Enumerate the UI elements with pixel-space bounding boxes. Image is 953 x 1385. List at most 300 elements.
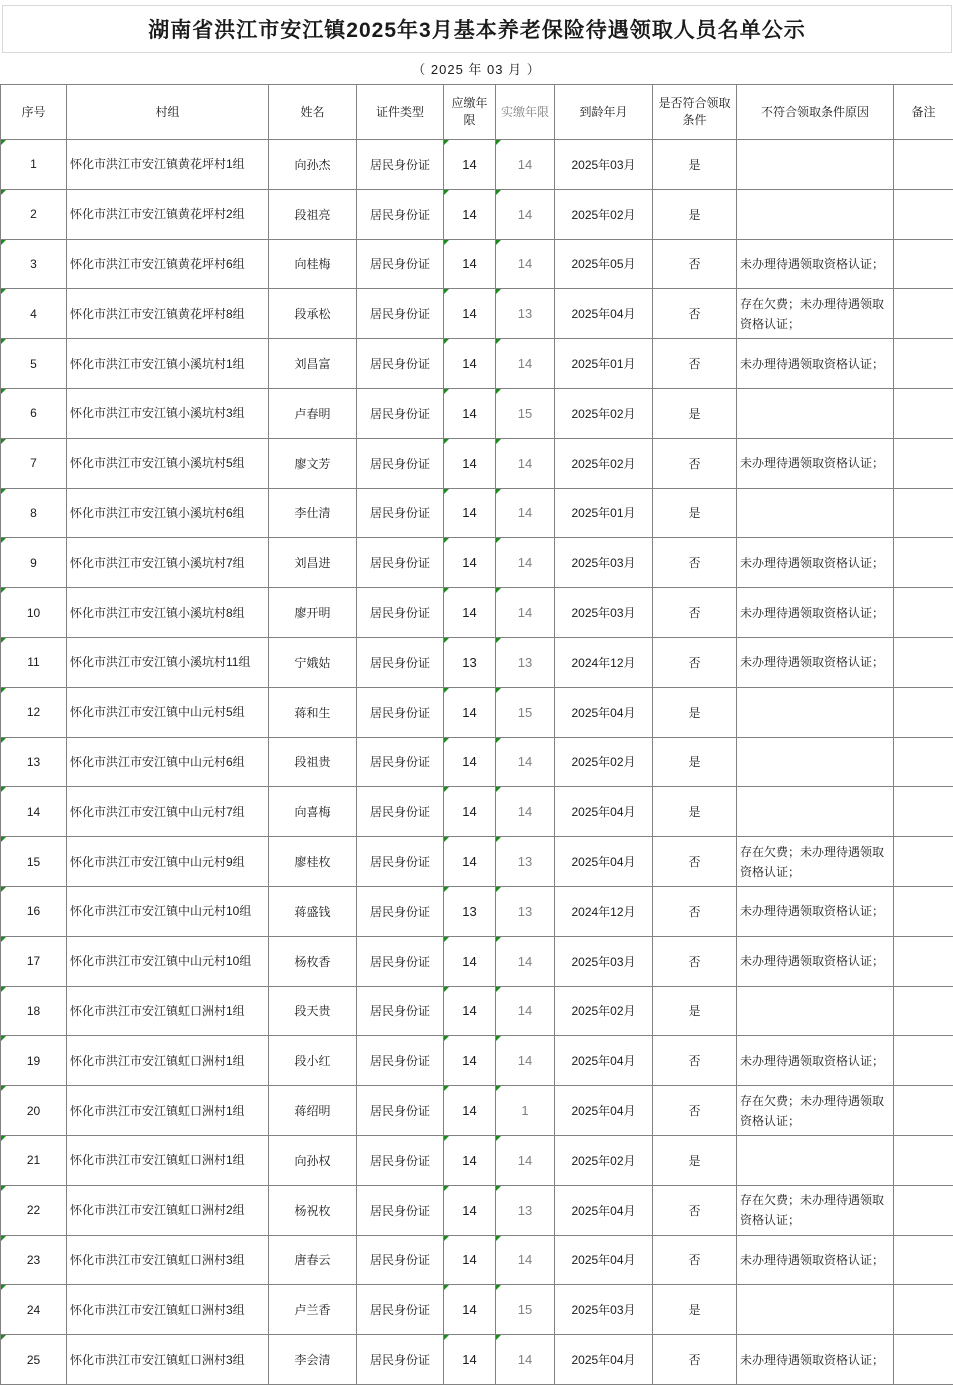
cell-eligible (653, 1086, 737, 1136)
cell-age_month (555, 588, 653, 638)
cell-eligible (653, 588, 737, 638)
error-indicator-icon (444, 638, 449, 643)
cell-village (67, 787, 269, 837)
cell-text-village: 怀化市洪江市安江镇小溪坑村8组 (70, 605, 245, 620)
cell-years_payable (444, 388, 496, 438)
cell-village (67, 886, 269, 936)
cell-text-id_type: 居民身份证 (369, 406, 430, 421)
cell-age_month (555, 687, 653, 737)
cell-id_type (357, 637, 444, 687)
cell-no (1, 837, 67, 887)
cell-text-years_payable: 14 (462, 306, 477, 322)
error-indicator-icon (444, 489, 449, 494)
cell-text-village: 怀化市洪江市安江镇小溪坑村5组 (70, 456, 245, 471)
cell-village (67, 339, 269, 389)
cell-age_month (555, 1285, 653, 1335)
cell-text-name: 刘昌富 (294, 357, 331, 372)
cell-years_paid (496, 488, 555, 538)
cell-eligible (653, 189, 737, 239)
cell-text-age_month: 2024年12月 (571, 904, 636, 919)
cell-text-id_type: 居民身份证 (369, 655, 430, 670)
cell-text-no: 6 (30, 406, 37, 421)
cell-text-eligible: 是 (688, 157, 701, 172)
cell-text-eligible: 否 (688, 855, 701, 870)
cell-text-village: 怀化市洪江市安江镇黄花坪村6组 (70, 256, 245, 271)
cell-text-village: 怀化市洪江市安江镇小溪坑村3组 (70, 406, 245, 421)
cell-reason (737, 1335, 894, 1385)
cell-years_paid (496, 1135, 555, 1185)
cell-text-years_paid: 1 (521, 1103, 529, 1119)
cell-text-name: 段天贵 (294, 1004, 331, 1019)
cell-text-name: 廖开明 (294, 606, 331, 621)
column-header-age_month: 到龄年月 (555, 85, 653, 140)
cell-name (269, 239, 357, 289)
cell-text-years_paid: 13 (517, 654, 533, 670)
cell-village (67, 936, 269, 986)
cell-age_month (555, 1185, 653, 1235)
cell-years_paid (496, 637, 555, 687)
cell-text-no: 9 (30, 555, 37, 570)
cell-text-age_month: 2025年01月 (571, 506, 636, 521)
cell-village (67, 986, 269, 1036)
cell-age_month (555, 438, 653, 488)
cell-text-years_payable: 14 (462, 256, 477, 272)
cell-village (67, 1335, 269, 1385)
cell-years_payable (444, 538, 496, 588)
error-indicator-icon (496, 987, 501, 992)
cell-text-village: 怀化市洪江市安江镇中山元村10组 (70, 954, 252, 969)
cell-text-eligible: 否 (688, 357, 701, 372)
cell-text-years_payable: 14 (462, 605, 477, 621)
cell-text-no: 19 (26, 1053, 41, 1068)
cell-text-id_type: 居民身份证 (369, 207, 430, 222)
cell-text-no: 16 (26, 904, 41, 919)
error-indicator-icon (1, 439, 6, 444)
cell-text-id_type: 居民身份证 (369, 904, 430, 919)
cell-text-reason: 未办理待遇领取资格认证； (740, 904, 885, 919)
error-indicator-icon (444, 787, 449, 792)
table-row (1, 1335, 953, 1385)
cell-remark (894, 936, 953, 986)
cell-name (269, 687, 357, 737)
cell-id_type (357, 986, 444, 1036)
cell-text-name: 卢春明 (294, 406, 331, 421)
cell-village (67, 687, 269, 737)
cell-text-years_payable: 14 (462, 1252, 477, 1268)
column-header-name: 姓名 (269, 85, 357, 140)
cell-reason (737, 588, 894, 638)
error-indicator-icon (1, 887, 6, 892)
cell-eligible (653, 986, 737, 1036)
error-indicator-icon (496, 1086, 501, 1091)
cell-remark (894, 488, 953, 538)
cell-remark (894, 1086, 953, 1136)
cell-years_payable (444, 1285, 496, 1335)
cell-years_payable (444, 1235, 496, 1285)
cell-text-reason: 未办理待遇领取资格认证； (740, 256, 885, 271)
error-indicator-icon (496, 489, 501, 494)
cell-text-village: 怀化市洪江市安江镇小溪坑村7组 (70, 555, 245, 570)
cell-name (269, 1036, 357, 1086)
cell-years_payable (444, 588, 496, 638)
cell-text-years_paid: 14 (517, 256, 533, 272)
error-indicator-icon (496, 688, 501, 693)
cell-text-age_month: 2025年04月 (571, 1054, 636, 1069)
cell-text-id_type: 居民身份证 (369, 157, 430, 172)
cell-remark (894, 1235, 953, 1285)
cell-text-id_type: 居民身份证 (369, 606, 430, 621)
cell-id_type (357, 1036, 444, 1086)
cell-text-id_type: 居民身份证 (369, 357, 430, 372)
cell-eligible (653, 936, 737, 986)
cell-id_type (357, 189, 444, 239)
cell-village (67, 289, 269, 339)
cell-text-no: 14 (26, 804, 41, 819)
cell-text-years_paid: 13 (517, 1202, 533, 1218)
error-indicator-icon (1, 289, 6, 294)
cell-text-years_payable: 14 (462, 754, 477, 770)
cell-text-no: 2 (30, 207, 37, 222)
cell-no (1, 438, 67, 488)
cell-text-age_month: 2025年04月 (571, 1104, 636, 1119)
cell-id_type (357, 737, 444, 787)
error-indicator-icon (1, 339, 6, 344)
cell-text-eligible: 否 (688, 456, 701, 471)
cell-text-years_paid: 14 (517, 1252, 533, 1268)
cell-id_type (357, 886, 444, 936)
cell-age_month (555, 1135, 653, 1185)
cell-years_paid (496, 1285, 555, 1335)
cell-text-years_paid: 14 (517, 953, 533, 969)
error-indicator-icon (444, 837, 449, 842)
error-indicator-icon (444, 688, 449, 693)
cell-reason (737, 1135, 894, 1185)
cell-years_paid (496, 1036, 555, 1086)
cell-name (269, 986, 357, 1036)
error-indicator-icon (444, 1236, 449, 1241)
cell-no (1, 388, 67, 438)
cell-age_month (555, 239, 653, 289)
cell-text-reason: 未办理待遇领取资格认证； (740, 655, 885, 670)
cell-years_paid (496, 1335, 555, 1385)
cell-text-age_month: 2025年02月 (571, 406, 636, 421)
cell-no (1, 986, 67, 1036)
cell-id_type (357, 438, 444, 488)
error-indicator-icon (1, 638, 6, 643)
cell-no (1, 1285, 67, 1335)
cell-remark (894, 1036, 953, 1086)
cell-text-years_paid: 14 (517, 455, 533, 471)
cell-text-reason: 存在欠费；未办理待遇领取资格认证； (740, 296, 885, 331)
cell-text-years_paid: 15 (517, 704, 533, 720)
cell-text-name: 段祖贵 (294, 755, 331, 770)
cell-age_month (555, 837, 653, 887)
cell-text-eligible: 否 (688, 904, 701, 919)
cell-text-village: 怀化市洪江市安江镇中山元村7组 (70, 804, 245, 819)
table-row (1, 239, 953, 289)
error-indicator-icon (1, 738, 6, 743)
cell-text-name: 向孙杰 (294, 157, 331, 172)
cell-text-age_month: 2025年02月 (571, 1004, 636, 1019)
cell-text-years_paid: 14 (517, 754, 533, 770)
cell-years_paid (496, 239, 555, 289)
cell-years_payable (444, 339, 496, 389)
cell-years_payable (444, 189, 496, 239)
cell-no (1, 936, 67, 986)
cell-years_payable (444, 1335, 496, 1385)
cell-text-no: 15 (26, 854, 41, 869)
cell-text-village: 怀化市洪江市安江镇小溪坑村6组 (70, 505, 245, 520)
cell-text-age_month: 2025年03月 (571, 606, 636, 621)
cell-text-eligible: 否 (688, 1054, 701, 1069)
cell-years_paid (496, 588, 555, 638)
error-indicator-icon (496, 1136, 501, 1141)
cell-no (1, 1335, 67, 1385)
error-indicator-icon (496, 1285, 501, 1290)
error-indicator-icon (1, 1186, 6, 1191)
cell-text-years_paid: 14 (517, 505, 533, 521)
cell-eligible (653, 787, 737, 837)
cell-eligible (653, 1235, 737, 1285)
error-indicator-icon (496, 837, 501, 842)
cell-name (269, 140, 357, 190)
cell-text-name: 杨枚香 (294, 954, 331, 969)
cell-name (269, 388, 357, 438)
error-indicator-icon (1, 987, 6, 992)
cell-eligible (653, 637, 737, 687)
error-indicator-icon (496, 887, 501, 892)
error-indicator-icon (444, 1285, 449, 1290)
cell-text-reason: 未办理待遇领取资格认证； (740, 605, 885, 620)
cell-name (269, 189, 357, 239)
cell-text-age_month: 2025年04月 (571, 1203, 636, 1218)
cell-text-reason: 未办理待遇领取资格认证； (740, 1053, 885, 1068)
cell-village (67, 438, 269, 488)
cell-text-id_type: 居民身份证 (369, 954, 430, 969)
cell-years_paid (496, 737, 555, 787)
cell-text-age_month: 2025年02月 (571, 1153, 636, 1168)
cell-text-age_month: 2025年02月 (571, 456, 636, 471)
cell-reason (737, 438, 894, 488)
cell-text-age_month: 2025年04月 (571, 705, 636, 720)
cell-years_paid (496, 538, 555, 588)
cell-name (269, 1135, 357, 1185)
cell-text-name: 廖桂枚 (294, 855, 331, 870)
cell-remark (894, 787, 953, 837)
error-indicator-icon (444, 588, 449, 593)
cell-village (67, 588, 269, 638)
error-indicator-icon (496, 538, 501, 543)
cell-name (269, 1285, 357, 1335)
cell-id_type (357, 787, 444, 837)
cell-years_payable (444, 1086, 496, 1136)
cell-age_month (555, 538, 653, 588)
cell-name (269, 289, 357, 339)
cell-text-eligible: 否 (688, 1104, 701, 1119)
error-indicator-icon (444, 738, 449, 743)
cell-text-years_payable: 14 (462, 1003, 477, 1019)
cell-text-age_month: 2025年03月 (571, 556, 636, 571)
cell-text-no: 8 (30, 505, 37, 520)
cell-text-no: 3 (30, 256, 37, 271)
cell-village (67, 1285, 269, 1335)
table-row (1, 1185, 953, 1235)
cell-years_paid (496, 837, 555, 887)
cell-text-no: 20 (26, 1103, 41, 1118)
error-indicator-icon (496, 588, 501, 593)
cell-text-village: 怀化市洪江市安江镇小溪坑村11组 (70, 655, 251, 670)
cell-text-eligible: 是 (688, 1004, 701, 1019)
cell-years_paid (496, 339, 555, 389)
cell-text-eligible: 是 (688, 506, 701, 521)
cell-text-reason: 未办理待遇领取资格认证； (740, 1352, 885, 1367)
cell-name (269, 438, 357, 488)
cell-id_type (357, 140, 444, 190)
error-indicator-icon (496, 787, 501, 792)
error-indicator-icon (444, 1036, 449, 1041)
cell-name (269, 1086, 357, 1136)
cell-text-years_paid: 13 (517, 903, 533, 919)
cell-id_type (357, 1135, 444, 1185)
cell-years_paid (496, 189, 555, 239)
cell-text-village: 怀化市洪江市安江镇中山元村9组 (70, 854, 245, 869)
cell-name (269, 1185, 357, 1235)
cell-text-id_type: 居民身份证 (369, 1203, 430, 1218)
cell-years_paid (496, 1086, 555, 1136)
cell-text-name: 李会清 (294, 1353, 331, 1368)
cell-id_type (357, 936, 444, 986)
column-header-remark: 备注 (894, 85, 953, 140)
cell-text-reason: 未办理待遇领取资格认证； (740, 954, 885, 969)
error-indicator-icon (1, 1086, 6, 1091)
cell-text-id_type: 居民身份证 (369, 1054, 430, 1069)
cell-reason (737, 488, 894, 538)
cell-text-name: 杨祝枚 (294, 1203, 331, 1218)
cell-village (67, 538, 269, 588)
cell-text-years_payable: 14 (462, 405, 477, 421)
cell-eligible (653, 438, 737, 488)
cell-no (1, 1185, 67, 1235)
cell-eligible (653, 1135, 737, 1185)
table-row (1, 637, 953, 687)
cell-remark (894, 289, 953, 339)
cell-name (269, 538, 357, 588)
cell-reason (737, 936, 894, 986)
cell-years_payable (444, 140, 496, 190)
error-indicator-icon (1, 688, 6, 693)
cell-text-reason: 未办理待遇领取资格认证； (740, 456, 885, 471)
cell-remark (894, 886, 953, 936)
cell-name (269, 936, 357, 986)
error-indicator-icon (496, 190, 501, 195)
cell-text-years_payable: 14 (462, 555, 477, 571)
cell-years_paid (496, 388, 555, 438)
cell-text-village: 怀化市洪江市安江镇黄花坪村2组 (70, 207, 245, 222)
cell-eligible (653, 488, 737, 538)
cell-text-village: 怀化市洪江市安江镇黄花坪村8组 (70, 306, 245, 321)
error-indicator-icon (1, 389, 6, 394)
error-indicator-icon (496, 1186, 501, 1191)
cell-text-years_payable: 14 (462, 156, 477, 172)
cell-reason (737, 787, 894, 837)
cell-text-years_paid: 13 (517, 306, 533, 322)
cell-text-years_payable: 14 (462, 1053, 477, 1069)
cell-reason (737, 339, 894, 389)
cell-age_month (555, 637, 653, 687)
cell-text-id_type: 居民身份证 (369, 805, 430, 820)
cell-years_payable (444, 837, 496, 887)
cell-village (67, 488, 269, 538)
cell-text-id_type: 居民身份证 (369, 257, 430, 272)
cell-years_payable (444, 1036, 496, 1086)
cell-text-no: 22 (26, 1203, 41, 1218)
error-indicator-icon (1, 1036, 6, 1041)
cell-years_payable (444, 289, 496, 339)
cell-text-no: 17 (26, 954, 41, 969)
cell-text-years_payable: 14 (462, 854, 477, 870)
cell-eligible (653, 388, 737, 438)
cell-age_month (555, 886, 653, 936)
column-header-no: 序号 (1, 85, 67, 140)
error-indicator-icon (1, 538, 6, 543)
error-indicator-icon (444, 937, 449, 942)
cell-remark (894, 1185, 953, 1235)
cell-text-no: 21 (26, 1153, 41, 1168)
error-indicator-icon (444, 190, 449, 195)
cell-reason (737, 737, 894, 787)
cell-remark (894, 538, 953, 588)
cell-text-years_payable: 14 (462, 953, 477, 969)
cell-reason (737, 538, 894, 588)
cell-text-name: 廖文芳 (294, 456, 331, 471)
cell-remark (894, 588, 953, 638)
cell-age_month (555, 936, 653, 986)
cell-text-years_paid: 14 (517, 1352, 533, 1368)
cell-text-eligible: 是 (688, 207, 701, 222)
error-indicator-icon (496, 638, 501, 643)
cell-text-village: 怀化市洪江市安江镇虹口洲村3组 (70, 1252, 245, 1267)
cell-text-years_paid: 14 (517, 804, 533, 820)
error-indicator-icon (1, 1236, 6, 1241)
cell-eligible (653, 1335, 737, 1385)
cell-text-years_payable: 14 (462, 1202, 477, 1218)
cell-text-no: 13 (26, 754, 41, 769)
cell-text-name: 李仕清 (294, 506, 331, 521)
cell-text-reason: 存在欠费；未办理待遇领取资格认证； (740, 844, 885, 879)
cell-text-years_payable: 14 (462, 206, 477, 222)
cell-text-name: 向喜梅 (294, 805, 331, 820)
table-row (1, 538, 953, 588)
error-indicator-icon (496, 1236, 501, 1241)
cell-years_payable (444, 986, 496, 1036)
table-row (1, 687, 953, 737)
error-indicator-icon (496, 937, 501, 942)
cell-id_type (357, 1185, 444, 1235)
cell-text-reason: 存在欠费；未办理待遇领取资格认证； (740, 1193, 885, 1228)
error-indicator-icon (496, 339, 501, 344)
cell-text-eligible: 是 (688, 755, 701, 770)
cell-years_paid (496, 140, 555, 190)
cell-id_type (357, 1235, 444, 1285)
cell-remark (894, 189, 953, 239)
cell-text-id_type: 居民身份证 (369, 1303, 430, 1318)
cell-no (1, 239, 67, 289)
cell-text-village: 怀化市洪江市安江镇虹口洲村2组 (70, 1203, 245, 1218)
cell-text-no: 1 (30, 157, 37, 172)
cell-age_month (555, 1036, 653, 1086)
cell-village (67, 1235, 269, 1285)
cell-text-eligible: 否 (688, 655, 701, 670)
